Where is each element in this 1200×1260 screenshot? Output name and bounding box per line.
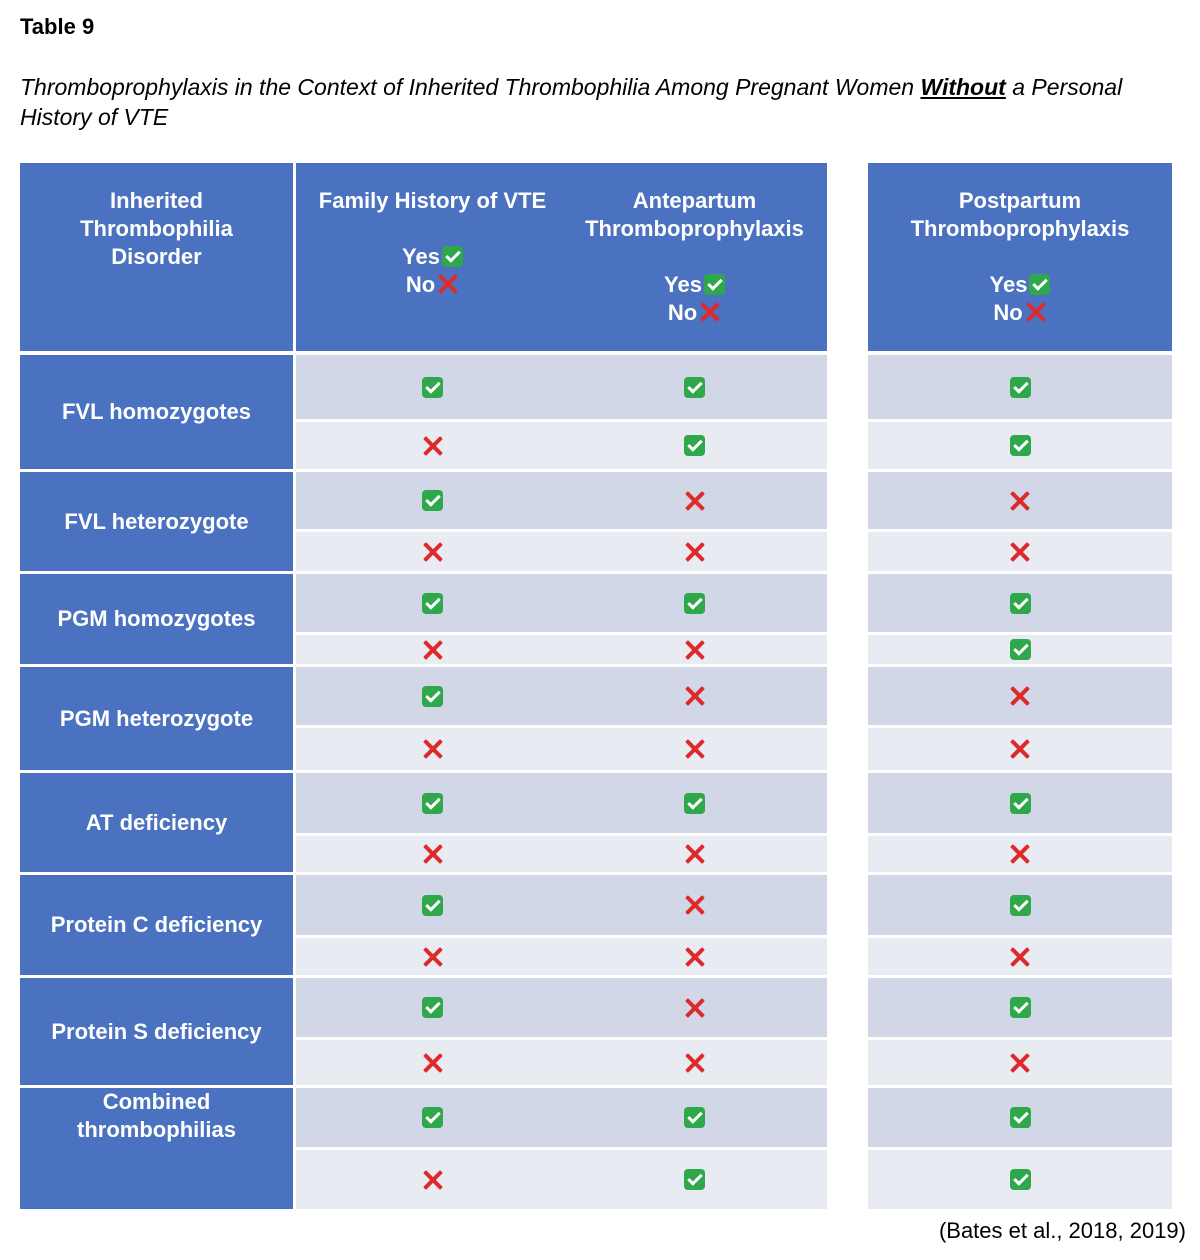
table-cell [296, 978, 569, 1037]
table-cell [868, 938, 1172, 975]
cross-mark-icon [422, 738, 444, 760]
caption-emphasis: Without [920, 74, 1006, 100]
cross-mark-icon [1025, 301, 1047, 323]
disorder-name: PGM heterozygote [59, 705, 254, 731]
table-cell [296, 1040, 569, 1085]
cross-mark-icon [684, 843, 706, 865]
table-cell [562, 1088, 827, 1147]
header-disorder [20, 163, 293, 351]
table-cell [296, 472, 569, 529]
table-cell [562, 532, 827, 571]
table-cell [296, 635, 569, 664]
check-mark-icon [442, 246, 463, 267]
legend-yes-label: Yes [402, 244, 440, 269]
disorder-name: PGM homozygotes [57, 606, 256, 631]
disorder-name: Protein C deficiency [50, 912, 263, 937]
table-cell [296, 1088, 569, 1147]
table-cell [296, 532, 569, 571]
table-cell [868, 355, 1172, 419]
table-cell [296, 667, 569, 725]
cross-mark-icon [684, 541, 706, 563]
cross-mark-icon [684, 997, 706, 1019]
table-cell [868, 1088, 1172, 1147]
cross-mark-icon [684, 490, 706, 512]
cross-mark-icon [684, 1052, 706, 1074]
check-mark-icon [422, 997, 443, 1018]
legend-yes [868, 271, 1172, 299]
table-cell [562, 978, 827, 1037]
header-col-2 [562, 163, 827, 351]
table-cell [868, 875, 1172, 935]
table-cell [562, 574, 827, 632]
legend-no [296, 271, 569, 299]
check-mark-icon [422, 686, 443, 707]
check-mark-icon [1010, 435, 1031, 456]
legend-yes [562, 271, 827, 299]
table-cell [562, 422, 827, 469]
cross-mark-icon [1009, 946, 1031, 968]
check-mark-icon [1010, 639, 1031, 660]
legend-no [868, 299, 1172, 327]
row-label-disorder [20, 574, 293, 664]
table-cell [868, 836, 1172, 872]
caption-text-end: a Personal History of VTE [20, 74, 1123, 130]
table-cell [868, 728, 1172, 770]
cross-mark-icon [1009, 541, 1031, 563]
disorder-name: FVL heterozygote [64, 508, 249, 534]
header-col-title: Family History of VTE [318, 188, 547, 213]
check-mark-icon [1010, 593, 1031, 614]
check-mark-icon [422, 895, 443, 916]
table-cell [562, 667, 827, 725]
cross-mark-icon [699, 301, 721, 323]
check-mark-icon [684, 435, 705, 456]
table-cell [868, 574, 1172, 632]
table-cell [868, 1040, 1172, 1085]
cross-mark-icon [422, 946, 444, 968]
check-mark-icon [1010, 793, 1031, 814]
caption-text-start: Thromboprophylaxis in the Context of Inherited Thrombophilia Among Pregnant Women [20, 74, 921, 100]
table-cell [296, 355, 569, 419]
table-cell [296, 938, 569, 975]
header-col-title: Postpartum Thromboprophylaxis [910, 188, 1130, 241]
cross-mark-icon [684, 738, 706, 760]
table-cell [296, 836, 569, 872]
row-label-disorder [20, 978, 293, 1085]
yes-no-legend [296, 243, 569, 299]
disorder-name: FVL homozygotes [61, 399, 252, 424]
table-cell [562, 635, 827, 664]
table-cell [562, 875, 827, 935]
legend-yes-label: Yes [989, 272, 1028, 297]
table-cell [868, 773, 1172, 833]
check-mark-icon [1010, 377, 1031, 398]
cross-mark-icon [422, 1169, 444, 1191]
table-cell [562, 355, 827, 419]
legend-no [562, 299, 827, 327]
header-col-title: Antepartum Thromboprophylaxis [585, 188, 804, 241]
table-cell [296, 574, 569, 632]
disorder-name: Combined thrombophilias [77, 1089, 236, 1142]
cross-mark-icon [684, 894, 706, 916]
row-label-disorder [20, 355, 293, 469]
check-mark-icon [684, 593, 705, 614]
table-cell [562, 1150, 827, 1209]
table-cell [296, 773, 569, 833]
check-mark-icon [422, 1107, 443, 1128]
check-mark-icon [1010, 1169, 1031, 1190]
legend-yes [296, 243, 569, 271]
check-mark-icon [704, 274, 725, 295]
table-cell [868, 532, 1172, 571]
check-mark-icon [684, 793, 705, 814]
table-cell [296, 1150, 569, 1209]
thromboprophylaxis-table [20, 163, 1173, 1209]
cross-mark-icon [1009, 490, 1031, 512]
yes-no-legend [868, 271, 1172, 327]
table-cell [868, 472, 1172, 529]
cross-mark-icon [437, 273, 459, 295]
table-cell [868, 422, 1172, 469]
row-label-disorder [20, 875, 293, 975]
row-label-disorder [20, 667, 293, 770]
disorder-name: Protein S deficiency [51, 1018, 262, 1044]
check-mark-icon [684, 377, 705, 398]
cross-mark-icon [1009, 685, 1031, 707]
table-cell [562, 773, 827, 833]
table-caption [20, 72, 1160, 132]
row-label-disorder [20, 773, 293, 872]
legend-no-label: No [993, 300, 1023, 325]
header-col-3 [868, 163, 1172, 351]
cross-mark-icon [684, 639, 706, 661]
cross-mark-icon [1009, 843, 1031, 865]
table-cell [868, 1150, 1172, 1209]
table-cell [562, 1040, 827, 1085]
table-cell [868, 667, 1172, 725]
check-mark-icon [1010, 997, 1031, 1018]
cross-mark-icon [1009, 738, 1031, 760]
table-cell [296, 422, 569, 469]
check-mark-icon [684, 1169, 705, 1190]
cross-mark-icon [1009, 1052, 1031, 1074]
check-mark-icon [1010, 1107, 1031, 1128]
table-cell [562, 836, 827, 872]
table-cell [562, 728, 827, 770]
citation: (Bates et al., 2018, 2019) [938, 1218, 1186, 1243]
header-col-1 [296, 163, 569, 351]
legend-yes-label: Yes [664, 272, 702, 297]
row-label-disorder [20, 1088, 293, 1209]
check-mark-icon [422, 377, 443, 398]
table-cell [868, 635, 1172, 664]
table-cell [296, 875, 569, 935]
legend-no-label: No [667, 300, 698, 325]
legend-no-label: No [405, 272, 436, 297]
row-label-disorder [20, 472, 293, 571]
cross-mark-icon [422, 639, 444, 661]
cross-mark-icon [684, 946, 706, 968]
check-mark-icon [1029, 274, 1050, 295]
table-cell [296, 728, 569, 770]
disorder-name: AT deficiency [85, 809, 228, 835]
table-cell [562, 938, 827, 975]
check-mark-icon [422, 490, 443, 511]
yes-no-legend [562, 271, 827, 327]
cross-mark-icon [422, 1052, 444, 1074]
cross-mark-icon [422, 541, 444, 563]
header-disorder-label: Inherited Thrombophilia Disorder [80, 188, 233, 269]
check-mark-icon [1010, 895, 1031, 916]
cross-mark-icon [422, 435, 444, 457]
cross-mark-icon [684, 685, 706, 707]
table-label: Table 9 [20, 14, 95, 39]
check-mark-icon [422, 593, 443, 614]
check-mark-icon [422, 793, 443, 814]
check-mark-icon [684, 1107, 705, 1128]
table-cell [868, 978, 1172, 1037]
table-cell [562, 472, 827, 529]
cross-mark-icon [422, 843, 444, 865]
